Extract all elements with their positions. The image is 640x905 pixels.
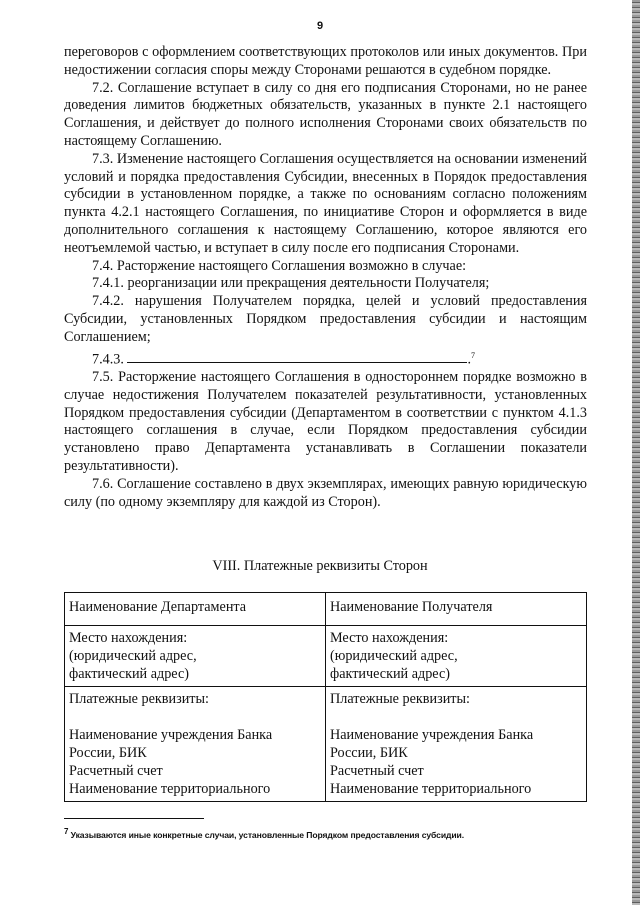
footnote-text: Указываются иные конкретные случаи, установленные Порядком предоставления субсидии. xyxy=(70,829,465,840)
department-location-cell xyxy=(65,626,326,687)
location-row xyxy=(65,626,587,687)
payment-row xyxy=(65,687,587,802)
footnote-separator xyxy=(64,818,204,819)
payment-line: России, БИК xyxy=(69,745,147,761)
payment-spacer xyxy=(69,708,321,726)
payment-requisites-table xyxy=(64,592,587,802)
item-7-4-3-label: 7.4.3. xyxy=(92,351,124,368)
location-line: Место нахождения: xyxy=(69,630,188,646)
location-line: фактический адрес) xyxy=(69,666,189,682)
recipient-payment-cell xyxy=(326,687,587,802)
paragraph-7-4-1: 7.4.1. реорганизации или прекращения деятельности Получателя; xyxy=(92,275,490,292)
department-name-cell: Наименование Департамента xyxy=(65,593,326,626)
payment-line: Расчетный счет xyxy=(330,763,424,779)
location-line: фактический адрес) xyxy=(330,666,450,682)
location-line: (юридический адрес, xyxy=(330,648,458,664)
payment-line: Наименование учреждения Банка xyxy=(69,727,273,743)
footnote xyxy=(64,827,604,840)
recipient-name-cell: Наименование Получателя xyxy=(326,593,587,626)
document-body xyxy=(64,44,587,511)
location-line: Место нахождения: xyxy=(330,630,449,646)
item-7-4-3-end: . xyxy=(467,351,472,368)
recipient-location-cell xyxy=(326,626,587,687)
payment-line: Расчетный счет xyxy=(69,763,163,779)
paragraph-7-4: 7.4. Расторжение настоящего Соглашения возможно в случае: xyxy=(92,257,467,274)
payment-line: Наименование учреждения Банка xyxy=(330,727,534,743)
payment-line: России, БИК xyxy=(330,745,408,761)
location-line: (юридический адрес, xyxy=(69,648,197,664)
paragraph-7-4-3 xyxy=(64,347,587,370)
payment-line: Платежные реквизиты: xyxy=(330,691,470,707)
scan-edge xyxy=(632,0,640,905)
paragraph-7-3: 7.3. Изменение настоящего Соглашения осуществляется на основании изменений условий и порядка предоставления Субсидии, внесенных в Порядок предоставления субсидии в установленном порядке, а также по основаниям согласно положениям пункта 4.2.1 настоящего Соглашения, по инициативе Сторон и оформляется в виде дополнительного соглашения к настоящему Соглашению, которое являются его неотъемлемой частью, и вступает в силу после его подписания Сторонами. xyxy=(64,150,587,256)
department-payment-cell xyxy=(65,687,326,802)
table-header-row xyxy=(65,593,587,626)
paragraph-7-1-continuation: переговоров с оформлением соответствующих протоколов или иных документов. При недостижении согласия споры между Сторонами решаются в судебном порядке. xyxy=(64,44,587,78)
payment-line: Платежные реквизиты: xyxy=(69,691,209,707)
blank-fill-line xyxy=(127,350,467,363)
payment-line: Наименование территориального xyxy=(330,781,532,797)
section-title: VIII. Платежные реквизиты Сторон xyxy=(212,558,428,574)
payment-spacer xyxy=(330,708,582,726)
paragraph-7-5: 7.5. Расторжение настоящего Соглашения в одностороннем порядке возможно в случае недостижения Получателем показателей результативности, установленных Порядком предоставления субсидии (Департаментом в соответствии с пунктом 4.1.3 настоящего соглашения в случае, если Порядком предоставления субсидии установлено право Департамента устанавливать в Соглашении показатели результативности). xyxy=(64,369,587,475)
paragraph-7-2: 7.2. Соглашение вступает в силу со дня его подписания Сторонами, но не ранее доведения лимитов бюджетных обязательств, указанных в пункте 2.1 настоящего Соглашения, и действует до полного исполнения Сторонами своих обязательств по настоящему Соглашению. xyxy=(64,79,587,149)
footnote-reference: 7 xyxy=(471,350,476,360)
payment-line: Наименование территориального xyxy=(69,781,271,797)
paragraph-7-4-2: 7.4.2. нарушения Получателем порядка, целей и условий предоставления Субсидии, установленных Порядком предоставления субсидии и настоящим Соглашением; xyxy=(64,293,587,345)
paragraph-7-6: 7.6. Соглашение составлено в двух экземплярах, имеющих равную юридическую силу (по одному экземпляру для каждой из Сторон). xyxy=(64,475,587,510)
page-number: 9 xyxy=(316,20,324,32)
footnote-number: 7 xyxy=(64,827,69,836)
